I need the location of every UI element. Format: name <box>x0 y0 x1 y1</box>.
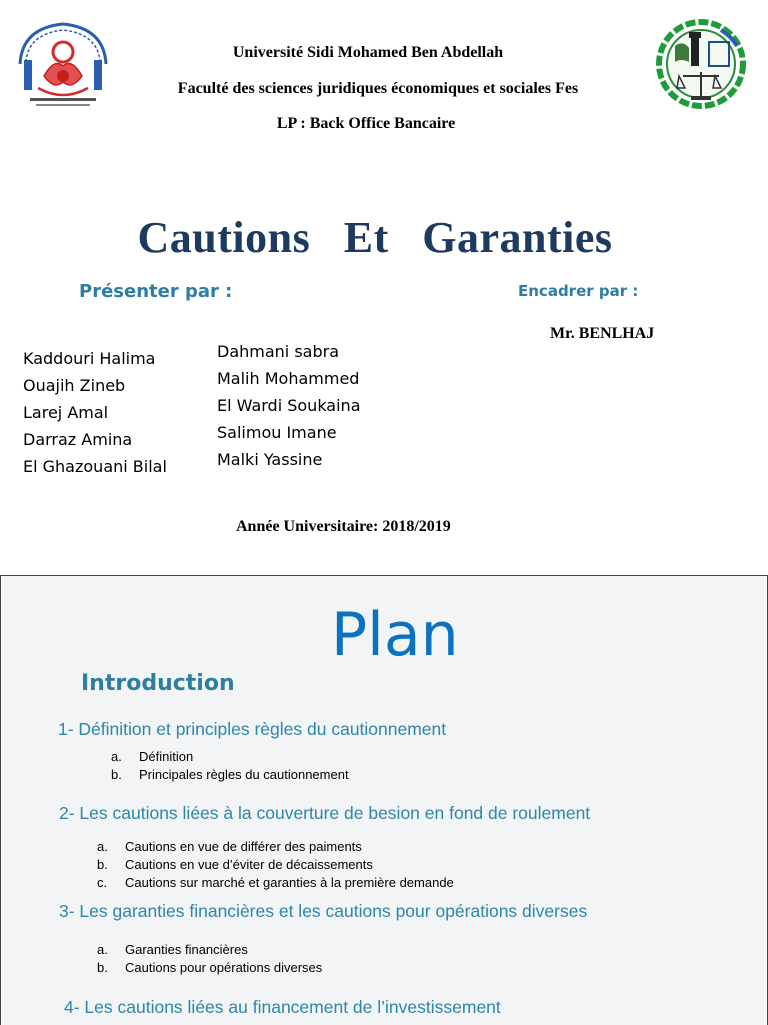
presentation-title: Cautions Et Garanties <box>137 213 613 262</box>
student-name: Kaddouri Halima <box>23 349 156 368</box>
students-column-1 <box>23 345 167 480</box>
student-name: Salimou Imane <box>217 423 337 442</box>
item-text: Cautions pour opérations diverses <box>125 960 323 975</box>
students-column-2 <box>217 338 361 473</box>
section-heading: 3- Les garanties financières et les cautions pour opérations diverses <box>59 901 588 921</box>
student-name: Dahmani sabra <box>217 342 340 361</box>
item-marker: a. <box>97 942 108 957</box>
presenter-label: Présenter par : <box>79 281 233 302</box>
section-heading: 2- Les cautions liées à la couverture de besion en fond de roulement <box>59 803 591 823</box>
student-name: Ouajih Zineb <box>23 376 126 395</box>
academic-year: Année Universitaire: 2018/2019 <box>236 518 451 535</box>
section-item <box>97 838 454 856</box>
section-item <box>111 748 349 766</box>
item-text: Garanties financières <box>125 942 248 957</box>
plan-slide <box>0 575 768 1025</box>
item-marker: b. <box>97 960 108 975</box>
student-name: Darraz Amina <box>23 430 133 449</box>
item-text: Définition <box>139 749 194 764</box>
item-text: Cautions sur marché et garanties à la première demande <box>125 875 454 890</box>
student-name: El Ghazouani Bilal <box>23 457 167 476</box>
university-name: Université Sidi Mohamed Ben Abdellah <box>232 44 504 61</box>
section-heading: 4- Les cautions liées au financement de l’investissement <box>64 997 501 1017</box>
item-text: Cautions en vue d’éviter de décaissements <box>125 857 373 872</box>
section-heading: 1- Définition et principles règles du cautionnement <box>58 719 447 739</box>
section-item <box>97 856 454 874</box>
item-marker: b. <box>97 857 108 872</box>
section-item <box>111 766 349 784</box>
section-items <box>111 748 349 784</box>
section-items <box>97 941 322 977</box>
section-item <box>97 874 454 892</box>
program-name: LP : Back Office Bancaire <box>276 115 456 132</box>
university-logo <box>14 18 112 116</box>
section-item <box>97 941 322 959</box>
plan-introduction: Introduction <box>81 671 235 696</box>
plan-title: Plan <box>331 600 459 670</box>
item-marker: c. <box>97 875 108 890</box>
section-items <box>97 838 454 892</box>
item-text: Principales règles du cautionnement <box>139 767 349 782</box>
item-text: Cautions en vue de différer des paiments <box>125 839 362 854</box>
student-name: Malih Mohammed <box>217 369 360 388</box>
supervisor-name: Mr. BENLHAJ <box>550 325 655 342</box>
faculty-name: Faculté des sciences juridiques économiques et sociales Fes <box>177 80 579 97</box>
student-name: Malki Yassine <box>217 450 323 469</box>
item-marker: a. <box>111 749 122 764</box>
student-name: Larej Amal <box>23 403 109 422</box>
item-marker: b. <box>111 767 122 782</box>
supervisor-label: Encadrer par : <box>518 282 639 300</box>
student-name: El Wardi Soukaina <box>217 396 361 415</box>
item-marker: a. <box>97 839 108 854</box>
section-item <box>97 959 322 977</box>
